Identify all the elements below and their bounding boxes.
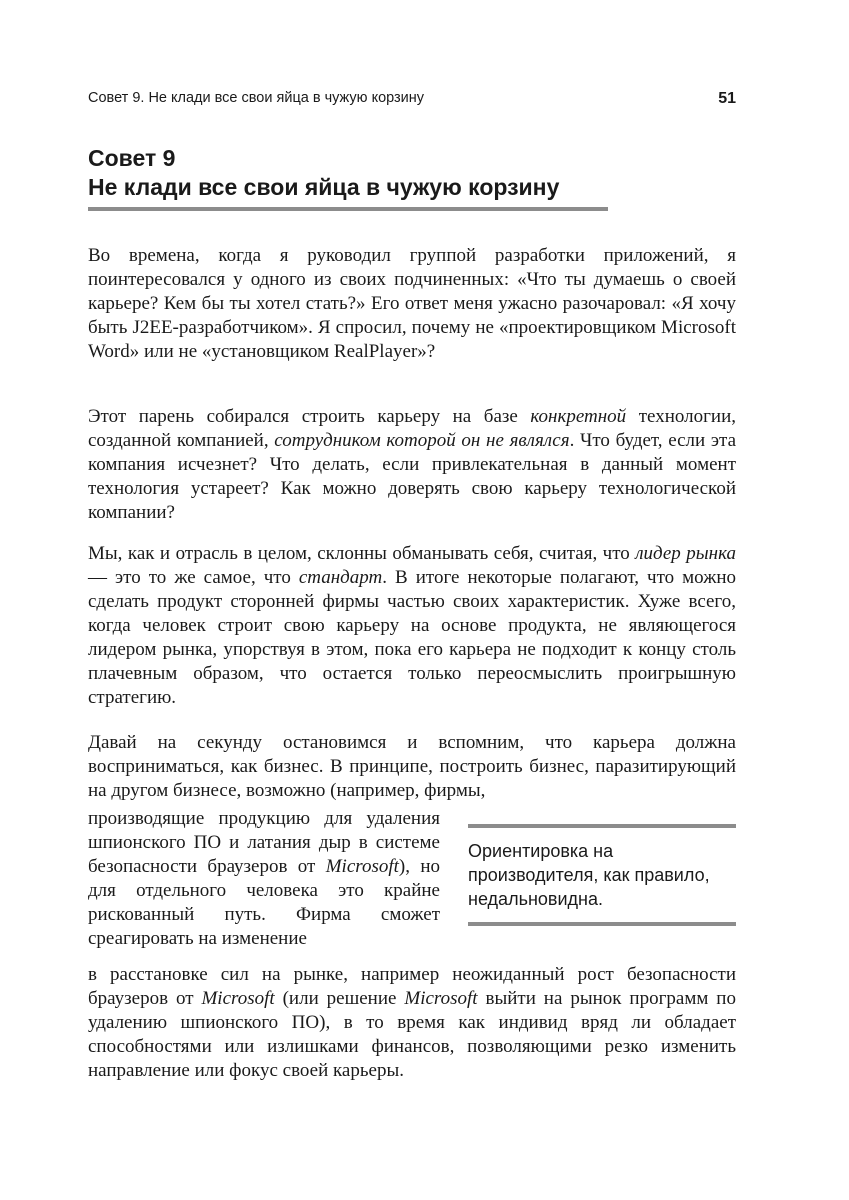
heading-underline [88,207,608,211]
pull-quote-bottom-rule [468,922,736,926]
paragraph-4-end [88,963,736,1083]
paragraph-3-text: Мы, как и отрасль в целом, склонны обманывать себя, считая, что [88,543,636,564]
paragraph-4-text: производящие продукцию для удаления шпионского ПО и латания дыр в системе безопасности браузеров от [88,808,440,877]
paragraph-4-wrapped-column [88,807,440,951]
paragraph-2-emphasis: конкретной [530,406,627,427]
paragraph-4-emphasis: Microsoft [325,856,399,877]
paragraph-3-emphasis: лидер рынка [635,543,736,564]
paragraph-4-text: выйти на рынок программ по удалению шпионского ПО), в то время как индивид вряд ли обладает способностями или излишками финансов, позволяющими резко изменить направление или фокус своей карьеры. [88,988,736,1081]
paragraph-4-text: (или решение [274,988,405,1009]
paragraph-4-emphasis: Microsoft [201,988,275,1009]
paragraph-2-text: . Что будет, если эта компания исчезнет? Что делать, если привлекательная в данный момент технология устареет? Как можно доверять свою карьеру технологической компании? [88,430,737,523]
running-header [88,90,736,112]
running-title: Совет 9. Не клади все свои яйца в чужую корзину [88,90,425,106]
chapter-heading [88,144,608,202]
chapter-number: Совет 9 [88,145,176,171]
paragraph-4-text: ), но для отдельного человека это крайне рискованный путь. Фирма сможет среагировать на изменение [88,856,441,949]
page-number: 51 [718,90,736,107]
paragraph-4-start: Давай на секунду остановимся и вспомним, что карьера должна восприниматься, как бизнес. В принципе, построить бизнес, паразитирующий на другом бизнесе, возможно (например, фирмы, [88,732,736,801]
paragraph-3 [88,542,736,710]
paragraph-4-emphasis: Microsoft [404,988,478,1009]
paragraph-3-text: . В итоге некоторые полагают, что можно сделать продукт сторонней фирмы частью своих характеристик. Хуже всего, когда человек строит свою карьеру на основе продукта, не являющегося лидером рынка, упорствуя в этом, пока его карьера не подходит к концу столь плачевным образом, что остается только переосмыслить проигрышную стратегию. [88,567,736,708]
paragraph-2-text: Этот парень собирался строить карьеру на базе [88,406,531,427]
paragraph-4-text: в расстановке сил на рынке, например неожиданный рост безопасности браузеров от [88,964,736,1009]
paragraph-3-text: — это то же самое, что [88,567,299,588]
pull-quote [468,824,736,926]
paragraph-3-emphasis: стандарт [298,567,383,588]
pull-quote-text: Ориентировка на производителя, как правило, недальновидна. [468,841,710,909]
chapter-title: Не клади все свои яйца в чужую корзину [88,174,560,200]
paragraph-2-text: технологии, созданной компанией, [88,406,737,451]
paragraph-2-emphasis: сотрудником которой он не являлся [274,430,570,451]
paragraph-1: Во времена, когда я руководил группой разработки приложений, я поинтересовался у одного из своих подчиненных: «Что ты думаешь о своей карьере? Кем бы ты хотел стать?» Его ответ меня ужасно разочаровал: «Я хочу быть J2EE-разработчиком». Я спросил, почему не «проектировщиком Microsoft Word» или не «установщиком RealPlayer»? [88,245,736,362]
paragraph-2 [88,405,736,525]
